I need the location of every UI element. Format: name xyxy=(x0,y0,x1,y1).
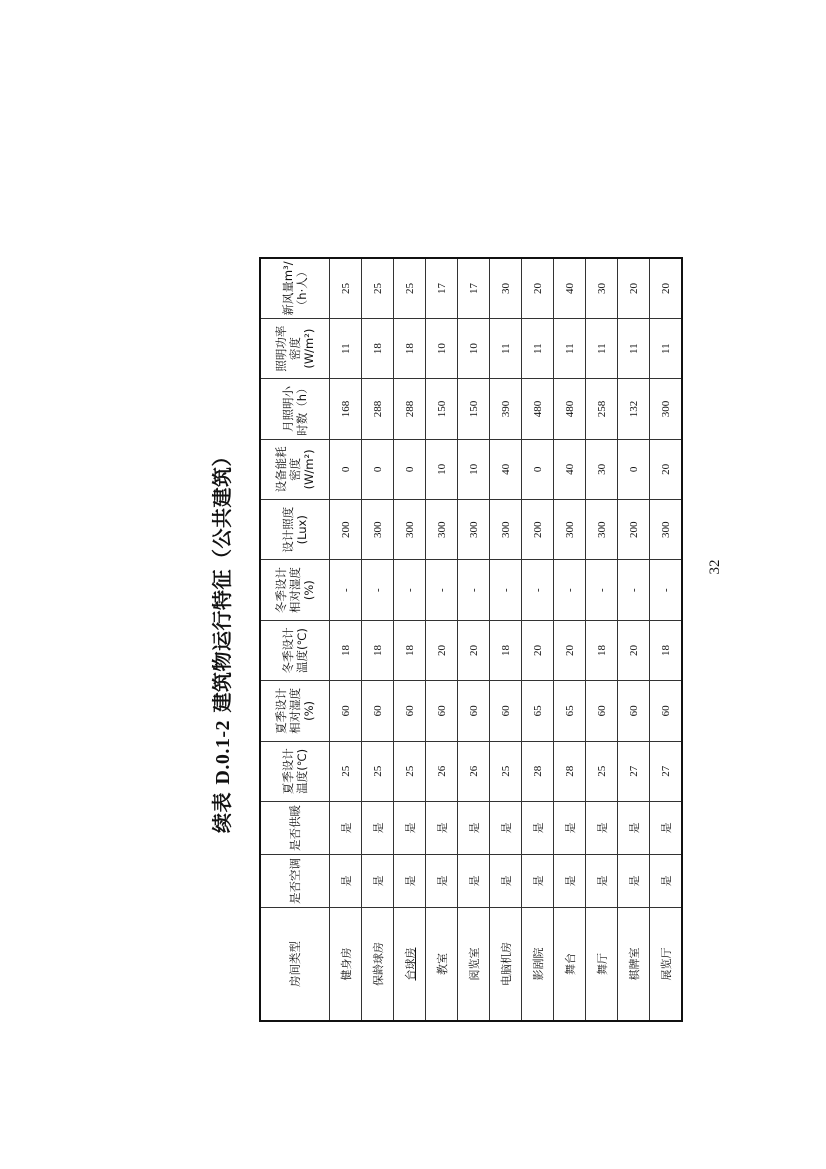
table-cell: 30 xyxy=(586,258,618,318)
table-cell: 是 xyxy=(394,801,426,854)
table-cell: - xyxy=(650,560,683,620)
table-cell: 是 xyxy=(458,801,490,854)
room-type-label: 舞台 xyxy=(563,953,577,976)
table-cell: 300 xyxy=(554,500,586,560)
room-type-label: 阅览室 xyxy=(467,947,481,981)
column-header: 是否供暖 xyxy=(260,801,330,854)
table-cell: 25 xyxy=(330,258,362,318)
room-type-label: 健身房 xyxy=(339,947,353,981)
room-type-cell xyxy=(650,908,683,1021)
table-cell: 150 xyxy=(426,379,458,439)
table-cell: 60 xyxy=(362,681,394,741)
table-cell: 25 xyxy=(586,741,618,801)
table-cell: - xyxy=(522,560,554,620)
table-cell: 10 xyxy=(426,439,458,499)
table-cell: 17 xyxy=(426,258,458,318)
table-cell: 150 xyxy=(458,379,490,439)
table-cell: 11 xyxy=(522,318,554,378)
room-type-label: 电脑机房 xyxy=(499,942,513,987)
table-cell: 0 xyxy=(394,439,426,499)
table-cell: 258 xyxy=(586,379,618,439)
operation-characteristics-table xyxy=(259,257,683,1022)
table-cell: 是 xyxy=(554,801,586,854)
table-cell: 20 xyxy=(426,620,458,680)
table-cell: 300 xyxy=(362,500,394,560)
room-type-cell xyxy=(426,908,458,1021)
table-cell: 11 xyxy=(330,318,362,378)
table-cell: 200 xyxy=(618,500,650,560)
room-type-label: 教室 xyxy=(435,953,449,976)
table-row xyxy=(618,258,650,1021)
table-cell: 18 xyxy=(362,318,394,378)
table-cell: 20 xyxy=(650,258,683,318)
table-cell: 20 xyxy=(522,620,554,680)
table-cell: - xyxy=(554,560,586,620)
table-cell: 20 xyxy=(522,258,554,318)
table-cell: - xyxy=(394,560,426,620)
room-type-cell xyxy=(618,908,650,1021)
table-cell: - xyxy=(586,560,618,620)
table-cell: 11 xyxy=(554,318,586,378)
table-cell: 17 xyxy=(458,258,490,318)
rotated-page xyxy=(207,257,673,1022)
table-cell: 是 xyxy=(330,855,362,908)
table-cell: 11 xyxy=(650,318,683,378)
room-type-cell xyxy=(458,908,490,1021)
table-cell: 300 xyxy=(650,379,683,439)
table-cell: 200 xyxy=(330,500,362,560)
table-cell: 40 xyxy=(490,439,522,499)
table-cell: 18 xyxy=(394,318,426,378)
table-cell: 是 xyxy=(586,855,618,908)
column-header: 照明功率密度(W/m²) xyxy=(260,318,330,378)
table-cell: 是 xyxy=(330,801,362,854)
table-cell: 是 xyxy=(522,855,554,908)
table-cell: 25 xyxy=(362,258,394,318)
table-cell: 28 xyxy=(522,741,554,801)
table-cell: 25 xyxy=(394,258,426,318)
table-cell: 25 xyxy=(490,741,522,801)
table-cell: 20 xyxy=(650,439,683,499)
table-cell: 0 xyxy=(330,439,362,499)
column-header: 设计照度(Lux) xyxy=(260,500,330,560)
header-row xyxy=(260,258,330,1021)
table-cell: 300 xyxy=(490,500,522,560)
room-type-cell xyxy=(490,908,522,1021)
table-cell: 30 xyxy=(490,258,522,318)
table-cell: 300 xyxy=(586,500,618,560)
table-cell: 200 xyxy=(522,500,554,560)
table-cell: 是 xyxy=(618,801,650,854)
table-row xyxy=(426,258,458,1021)
column-header: 夏季设计相对湿度(%) xyxy=(260,681,330,741)
table-cell: 40 xyxy=(554,439,586,499)
table-cell: 480 xyxy=(522,379,554,439)
table-cell: 27 xyxy=(650,741,683,801)
table-cell: 60 xyxy=(618,681,650,741)
table-cell: 288 xyxy=(362,379,394,439)
table-body xyxy=(330,258,683,1021)
table-cell: 是 xyxy=(426,801,458,854)
table-cell: 60 xyxy=(330,681,362,741)
table-cell: 20 xyxy=(618,258,650,318)
table-cell: 是 xyxy=(458,855,490,908)
room-type-cell xyxy=(330,908,362,1021)
table-cell: - xyxy=(618,560,650,620)
column-header: 冬季设计温度(℃) xyxy=(260,620,330,680)
table-cell: - xyxy=(490,560,522,620)
column-header: 新风量m³/（h·人） xyxy=(260,258,330,318)
table-cell: 是 xyxy=(490,855,522,908)
table-row xyxy=(554,258,586,1021)
table-cell: 300 xyxy=(394,500,426,560)
room-type-cell xyxy=(586,908,618,1021)
table-cell: 11 xyxy=(586,318,618,378)
title-prefix: 续表 xyxy=(210,792,234,834)
table-title xyxy=(207,257,237,1022)
table-cell: 20 xyxy=(618,620,650,680)
table-cell: 60 xyxy=(586,681,618,741)
table-cell: 10 xyxy=(458,439,490,499)
table-cell: 40 xyxy=(554,258,586,318)
table-cell: 60 xyxy=(426,681,458,741)
table-cell: 0 xyxy=(618,439,650,499)
table-cell: - xyxy=(362,560,394,620)
table-cell: 288 xyxy=(394,379,426,439)
table-cell: 11 xyxy=(490,318,522,378)
table-cell: 是 xyxy=(362,801,394,854)
table-cell: - xyxy=(330,560,362,620)
table-cell: 20 xyxy=(554,620,586,680)
table-cell: 28 xyxy=(554,741,586,801)
table-cell: 65 xyxy=(522,681,554,741)
table-cell: 20 xyxy=(458,620,490,680)
table-cell: 27 xyxy=(618,741,650,801)
column-header: 月照明小时数（h） xyxy=(260,379,330,439)
column-header: 夏季设计温度(℃) xyxy=(260,741,330,801)
table-cell: 是 xyxy=(522,801,554,854)
table-cell: 是 xyxy=(490,801,522,854)
table-cell: 18 xyxy=(586,620,618,680)
table-cell: 18 xyxy=(490,620,522,680)
room-type-label: 影剧院 xyxy=(531,947,545,981)
table-row xyxy=(362,258,394,1021)
column-header: 冬季设计相对湿度(%) xyxy=(260,560,330,620)
table-cell: - xyxy=(458,560,490,620)
room-type-label: 棋牌室 xyxy=(627,947,641,981)
table-row xyxy=(522,258,554,1021)
room-type-cell xyxy=(394,908,426,1021)
table-cell: - xyxy=(426,560,458,620)
room-type-cell xyxy=(554,908,586,1021)
column-header: 是否空调 xyxy=(260,855,330,908)
table-cell: 60 xyxy=(490,681,522,741)
table-cell: 0 xyxy=(362,439,394,499)
table-cell: 25 xyxy=(394,741,426,801)
table-cell: 18 xyxy=(330,620,362,680)
table-cell: 60 xyxy=(458,681,490,741)
table-cell: 300 xyxy=(426,500,458,560)
table-cell: 是 xyxy=(650,801,683,854)
table-row xyxy=(586,258,618,1021)
table-cell: 是 xyxy=(394,855,426,908)
table-cell: 18 xyxy=(394,620,426,680)
table-cell: 18 xyxy=(362,620,394,680)
table-container xyxy=(259,257,673,1022)
room-type-label: 展览厅 xyxy=(659,947,673,981)
table-cell: 168 xyxy=(330,379,362,439)
table-cell: 25 xyxy=(362,741,394,801)
table-cell: 132 xyxy=(618,379,650,439)
room-type-cell xyxy=(362,908,394,1021)
room-type-label: 舞厅 xyxy=(595,953,609,976)
table-cell: 是 xyxy=(362,855,394,908)
table-cell: 25 xyxy=(330,741,362,801)
table-cell: 65 xyxy=(554,681,586,741)
table-cell: 18 xyxy=(650,620,683,680)
table-row xyxy=(330,258,362,1021)
table-cell: 390 xyxy=(490,379,522,439)
page-number: 32 xyxy=(707,559,723,575)
table-cell: 是 xyxy=(586,801,618,854)
table-cell: 26 xyxy=(458,741,490,801)
room-type-label: 保龄球房 xyxy=(371,942,385,987)
room-type-label: 台球房 xyxy=(403,947,417,981)
table-row xyxy=(394,258,426,1021)
table-cell: 是 xyxy=(426,855,458,908)
table-cell: 是 xyxy=(650,855,683,908)
table-cell: 60 xyxy=(650,681,683,741)
table-cell: 480 xyxy=(554,379,586,439)
table-cell: 是 xyxy=(554,855,586,908)
table-cell: 0 xyxy=(522,439,554,499)
table-cell: 30 xyxy=(586,439,618,499)
table-cell: 10 xyxy=(458,318,490,378)
title-text: 建筑物运行特征（公共建筑） xyxy=(210,445,234,713)
table-row xyxy=(458,258,490,1021)
column-header: 房间类型 xyxy=(260,908,330,1021)
table-cell: 是 xyxy=(618,855,650,908)
table-row xyxy=(650,258,683,1021)
room-type-cell xyxy=(522,908,554,1021)
table-cell: 300 xyxy=(458,500,490,560)
table-row xyxy=(490,258,522,1021)
table-cell: 60 xyxy=(394,681,426,741)
table-cell: 300 xyxy=(650,500,683,560)
column-header: 设备能耗密度(W/m²) xyxy=(260,439,330,499)
table-cell: 10 xyxy=(426,318,458,378)
title-code: D.0.1-2 xyxy=(212,719,234,785)
table-cell: 11 xyxy=(618,318,650,378)
table-cell: 26 xyxy=(426,741,458,801)
